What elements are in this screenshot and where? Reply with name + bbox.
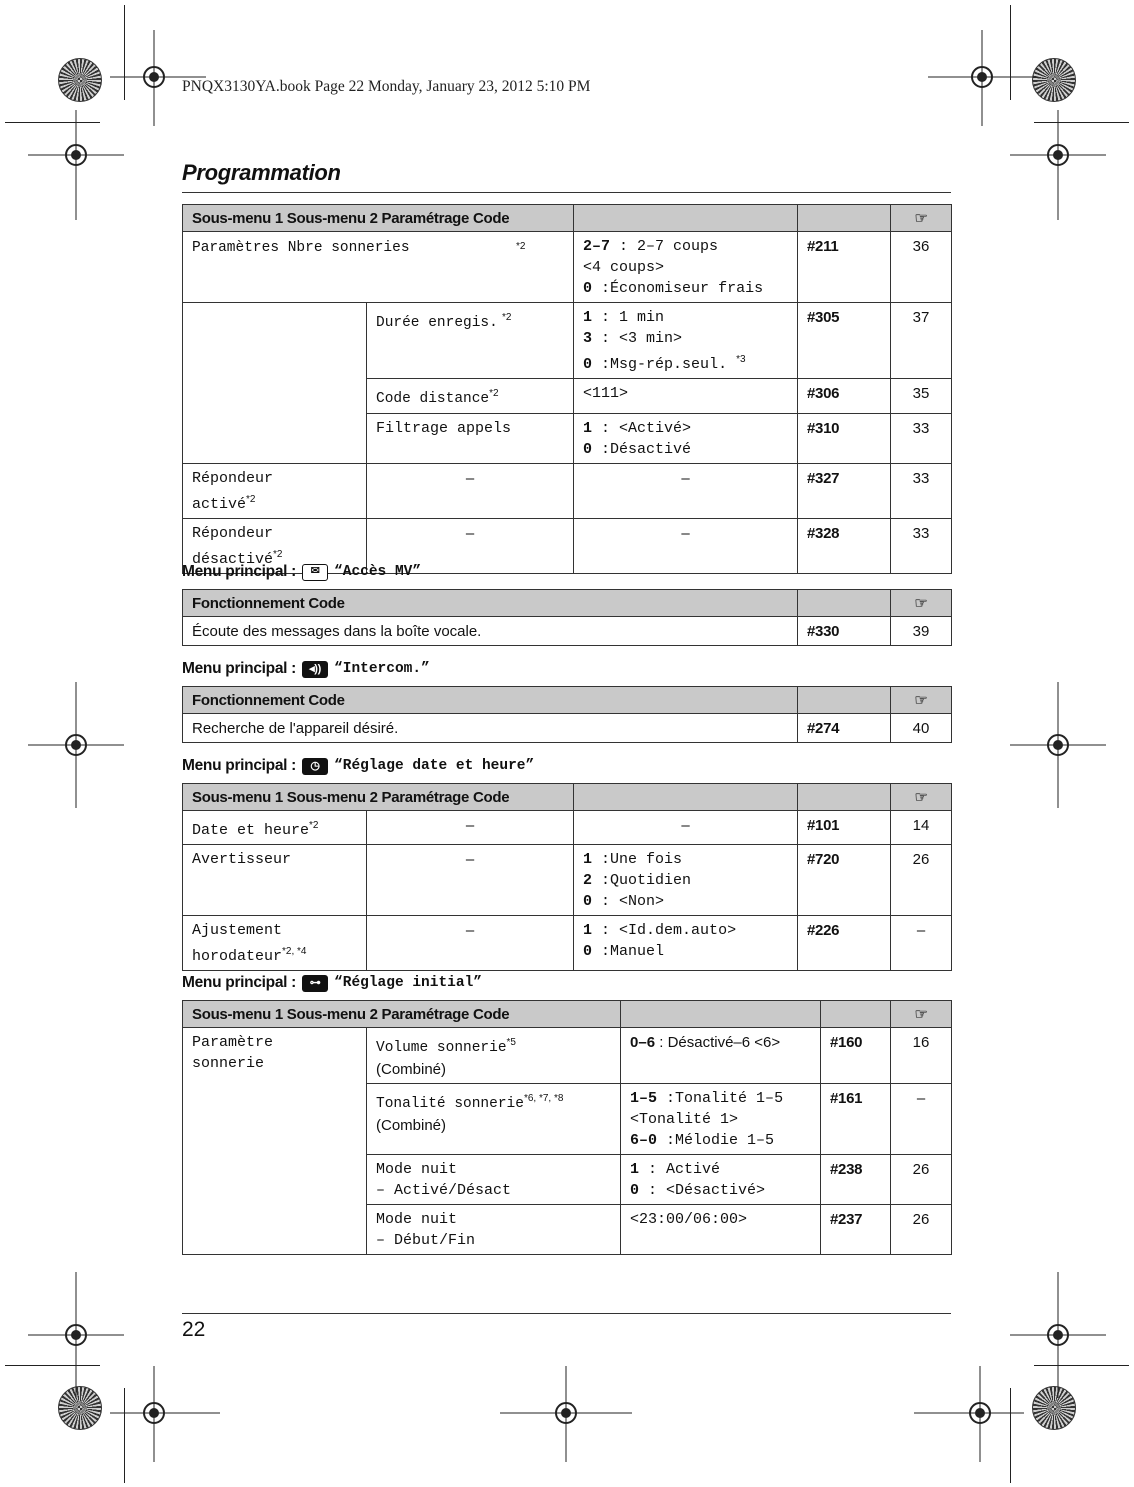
table-initial-settings [182, 1000, 952, 1255]
page-ref: 33 [891, 464, 952, 519]
setting-options: <23:00/06:00> [621, 1205, 821, 1255]
page-ref: 33 [891, 414, 952, 464]
setting-options: 1–5 :Tonalité 1–5 <Tonalité 1> 6–0 :Mélodie 1–5 [621, 1084, 821, 1155]
table-row [183, 916, 952, 971]
pointing-hand-icon: ☞ [891, 205, 952, 232]
table-header-cell [798, 687, 891, 714]
feature-code: #161 [821, 1084, 891, 1155]
table-header-combined: Sous-menu 1 Sous-menu 2 Paramétrage Code [183, 205, 574, 232]
registration-rosette-icon [1032, 58, 1076, 102]
feature-code: #305 [798, 303, 891, 379]
setting-label: Répondeur activé$^{*2}$ [183, 464, 367, 519]
table-header-cell [821, 1001, 891, 1028]
crosshair-icon [28, 682, 124, 808]
setting-options: 2–7 : 2–7 coups <4 coups> 0 :Économiseur frais [574, 232, 798, 303]
feature-code: #330 [798, 617, 891, 646]
page-ref: 36 [891, 232, 952, 303]
settings-icon: ⊶ [302, 975, 328, 992]
crosshair-icon [914, 1366, 1024, 1462]
setting-label: Volume sonnerie$^{*5}$ (Combiné) [367, 1028, 621, 1084]
setting-label: Avertisseur [183, 845, 367, 916]
menu-heading: Menu principal : ✉ “Accès MV” [182, 563, 422, 580]
feature-code: #237 [821, 1205, 891, 1255]
page-ref: 39 [891, 617, 952, 646]
table-answering-machine [182, 204, 952, 574]
empty-value: – [367, 811, 574, 845]
page-ref: 40 [891, 714, 952, 743]
page-ref: 33 [891, 519, 952, 574]
table-header-combined: Sous-menu 1 Sous-menu 2 Paramétrage Code [183, 1001, 621, 1028]
setting-label: Filtrage appels [367, 414, 574, 464]
empty-value: – [367, 845, 574, 916]
setting-label: Paramètres Nbre sonneries *2 [183, 232, 574, 303]
setting-options: 1 : <Activé> 0 :Désactivé [574, 414, 798, 464]
clock-icon: ◷ [302, 758, 328, 775]
empty-value: – [367, 464, 574, 519]
crosshair-icon [28, 110, 124, 220]
function-description: Écoute des messages dans la boîte vocale. [183, 617, 798, 646]
feature-code: #160 [821, 1028, 891, 1084]
page-ref: – [891, 916, 952, 971]
crosshair-icon [1010, 110, 1106, 220]
page-ref: 26 [891, 845, 952, 916]
pointing-hand-icon: ☞ [891, 590, 952, 617]
page-ref: – [891, 1084, 952, 1155]
footer-rule [182, 1313, 951, 1314]
page-number: 22 [182, 1318, 206, 1341]
crosshair-icon [110, 1366, 220, 1462]
setting-options: 1 : 1 min 3 : <3 min> 0 :Msg-rép.seul. $^{*3}$ [574, 303, 798, 379]
menu-heading: Menu principal : ◂)) “Intercom.” [182, 660, 430, 677]
setting-label: Date et heure$^{*2}$ [183, 811, 367, 845]
intercom-icon: ◂)) [302, 661, 328, 678]
table-row [183, 617, 952, 646]
table-header-cell [574, 205, 798, 232]
feature-code: #238 [821, 1155, 891, 1205]
menu-heading: Menu principal : ◷ “Réglage date et heure” [182, 757, 535, 774]
empty-value: – [367, 916, 574, 971]
function-description: Recherche de l'appareil désiré. [183, 714, 798, 743]
page-ref: 16 [891, 1028, 952, 1084]
feature-code: #101 [798, 811, 891, 845]
book-header-line: PNQX3130YA.book Page 22 Monday, January 23, 2012 5:10 PM [182, 78, 591, 95]
voicemail-icon: ✉ [302, 564, 328, 581]
setting-options: 1 :Une fois 2 :Quotidien 0 : <Non> [574, 845, 798, 916]
page-ref: 26 [891, 1205, 952, 1255]
title-rule [182, 192, 951, 193]
pointing-hand-icon: ☞ [891, 1001, 952, 1028]
table-header-cell [621, 1001, 821, 1028]
feature-code: #274 [798, 714, 891, 743]
setting-label: Durée enregis. $^{*2}$ [367, 303, 574, 379]
setting-label: Répondeur désactivé$^{*2}$ [183, 519, 367, 574]
table-header-combined: Fonctionnement Code [183, 590, 798, 617]
setting-label: Paramètre sonnerie [183, 1028, 367, 1255]
setting-label: Ajustement horodateur$^{*2, *4}$ [183, 916, 367, 971]
empty-value: – [574, 811, 798, 845]
table-row [183, 232, 952, 303]
feature-code: #306 [798, 379, 891, 414]
feature-code: #328 [798, 519, 891, 574]
setting-options: 1 : Activé 0 : <Désactivé> [621, 1155, 821, 1205]
menu-heading: Menu principal : ⊶ “Réglage initial” [182, 974, 482, 991]
registration-rosette-icon [58, 58, 102, 102]
feature-code: #211 [798, 232, 891, 303]
table-row [183, 1028, 952, 1084]
table-row [183, 811, 952, 845]
page-ref: 26 [891, 1155, 952, 1205]
feature-code: #310 [798, 414, 891, 464]
setting-options: <111> [574, 379, 798, 414]
empty-value: – [574, 519, 798, 574]
table-row [183, 303, 952, 379]
setting-options: 0–6 : Désactivé–6 <6> [621, 1028, 821, 1084]
empty-value: – [367, 519, 574, 574]
table-voicemail [182, 589, 952, 646]
page-ref: 35 [891, 379, 952, 414]
setting-options: 1 : <Id.dem.auto> 0 :Manuel [574, 916, 798, 971]
feature-code: #720 [798, 845, 891, 916]
table-date-time [182, 783, 952, 971]
table-header-cell [574, 784, 798, 811]
setting-label: Code distance$^{*2}$ [367, 379, 574, 414]
crosshair-icon [1010, 1272, 1106, 1398]
table-header-combined: Sous-menu 1 Sous-menu 2 Paramétrage Code [183, 784, 574, 811]
table-header-cell [798, 205, 891, 232]
setting-label: Tonalité sonnerie$^{*6, *7, *8}$ (Combiné) [367, 1084, 621, 1155]
pointing-hand-icon: ☞ [891, 687, 952, 714]
setting-label: Mode nuit – Début/Fin [367, 1205, 621, 1255]
table-row [183, 845, 952, 916]
page-ref: 37 [891, 303, 952, 379]
page-title: Programmation [182, 160, 341, 185]
table-row [183, 464, 952, 519]
feature-code: #327 [798, 464, 891, 519]
page-ref: 14 [891, 811, 952, 845]
empty-cell [183, 303, 367, 464]
crosshair-icon [1010, 682, 1106, 808]
table-intercom [182, 686, 952, 743]
setting-label: Mode nuit – Activé/Désact [367, 1155, 621, 1205]
table-header-cell [798, 590, 891, 617]
table-header-cell [798, 784, 891, 811]
empty-value: – [574, 464, 798, 519]
table-header-combined: Fonctionnement Code [183, 687, 798, 714]
feature-code: #226 [798, 916, 891, 971]
pointing-hand-icon: ☞ [891, 784, 952, 811]
table-row [183, 714, 952, 743]
crosshair-icon [500, 1366, 632, 1462]
